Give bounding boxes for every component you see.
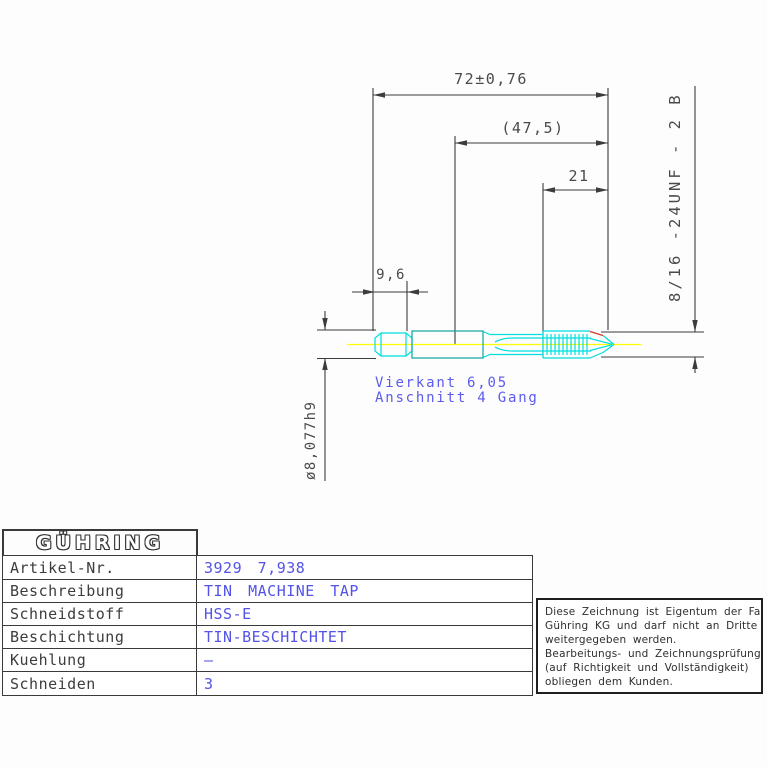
disclaimer-line: (auf Richtigkeit und Vollständigkeit) [545,662,749,674]
annotation-lead: Anschnitt 4 Gang [375,390,539,406]
table-row [3,602,532,625]
row-label: Artikel-Nr. [3,556,197,579]
dim-thread-length: 21 [568,167,590,185]
row-value: HSS-E [204,605,252,624]
dim-shank-diameter: ø8,077h9 [303,400,319,480]
table-row [3,579,532,602]
table-row [3,648,532,671]
row-value: TIN-BESCHICHTET [204,628,347,647]
row-label: Beschichtung [3,626,197,648]
row-label: Schneidstoff [3,603,197,625]
disclaimer-line: obliegen dem Kunden. [545,676,673,688]
dim-overall-length: 72±0,76 [454,70,528,88]
row-label: Kuehlung [3,649,197,671]
dim-thread-spec: 8/16 -24UNF - 2 B [666,92,684,302]
row-label: Schneiden [3,672,197,694]
disclaimer-line: Bearbeitungs- und Zeichnungsprüfung [545,648,761,660]
dim-square-length: 9,6 [376,267,406,283]
table-row [3,671,532,694]
spec-table [2,529,533,696]
spec-table-body [2,555,533,696]
logo-cell [2,529,198,555]
disclaimer-line: weitergegeben werden. [545,634,677,646]
row-value: 3 [204,674,214,693]
row-value: – [204,651,214,670]
guehring-logo: GÜHRING [35,532,165,554]
row-value: 3929 7,938 [204,558,306,577]
table-row [3,556,532,579]
disclaimer-line: Diese Zeichnung ist Eigentum der Fa. [545,606,765,618]
disclaimer-box [536,598,763,694]
annotation-square: Vierkant 6,05 [375,375,508,391]
table-row [3,625,532,648]
row-label: Beschreibung [3,580,197,602]
dimension-lines [317,86,704,481]
dim-thread-to-end: (47,5) [501,119,565,137]
row-value: TIN MACHINE TAP [204,582,359,601]
disclaimer-line: Gühring KG und darf nicht an Dritte [545,620,758,632]
